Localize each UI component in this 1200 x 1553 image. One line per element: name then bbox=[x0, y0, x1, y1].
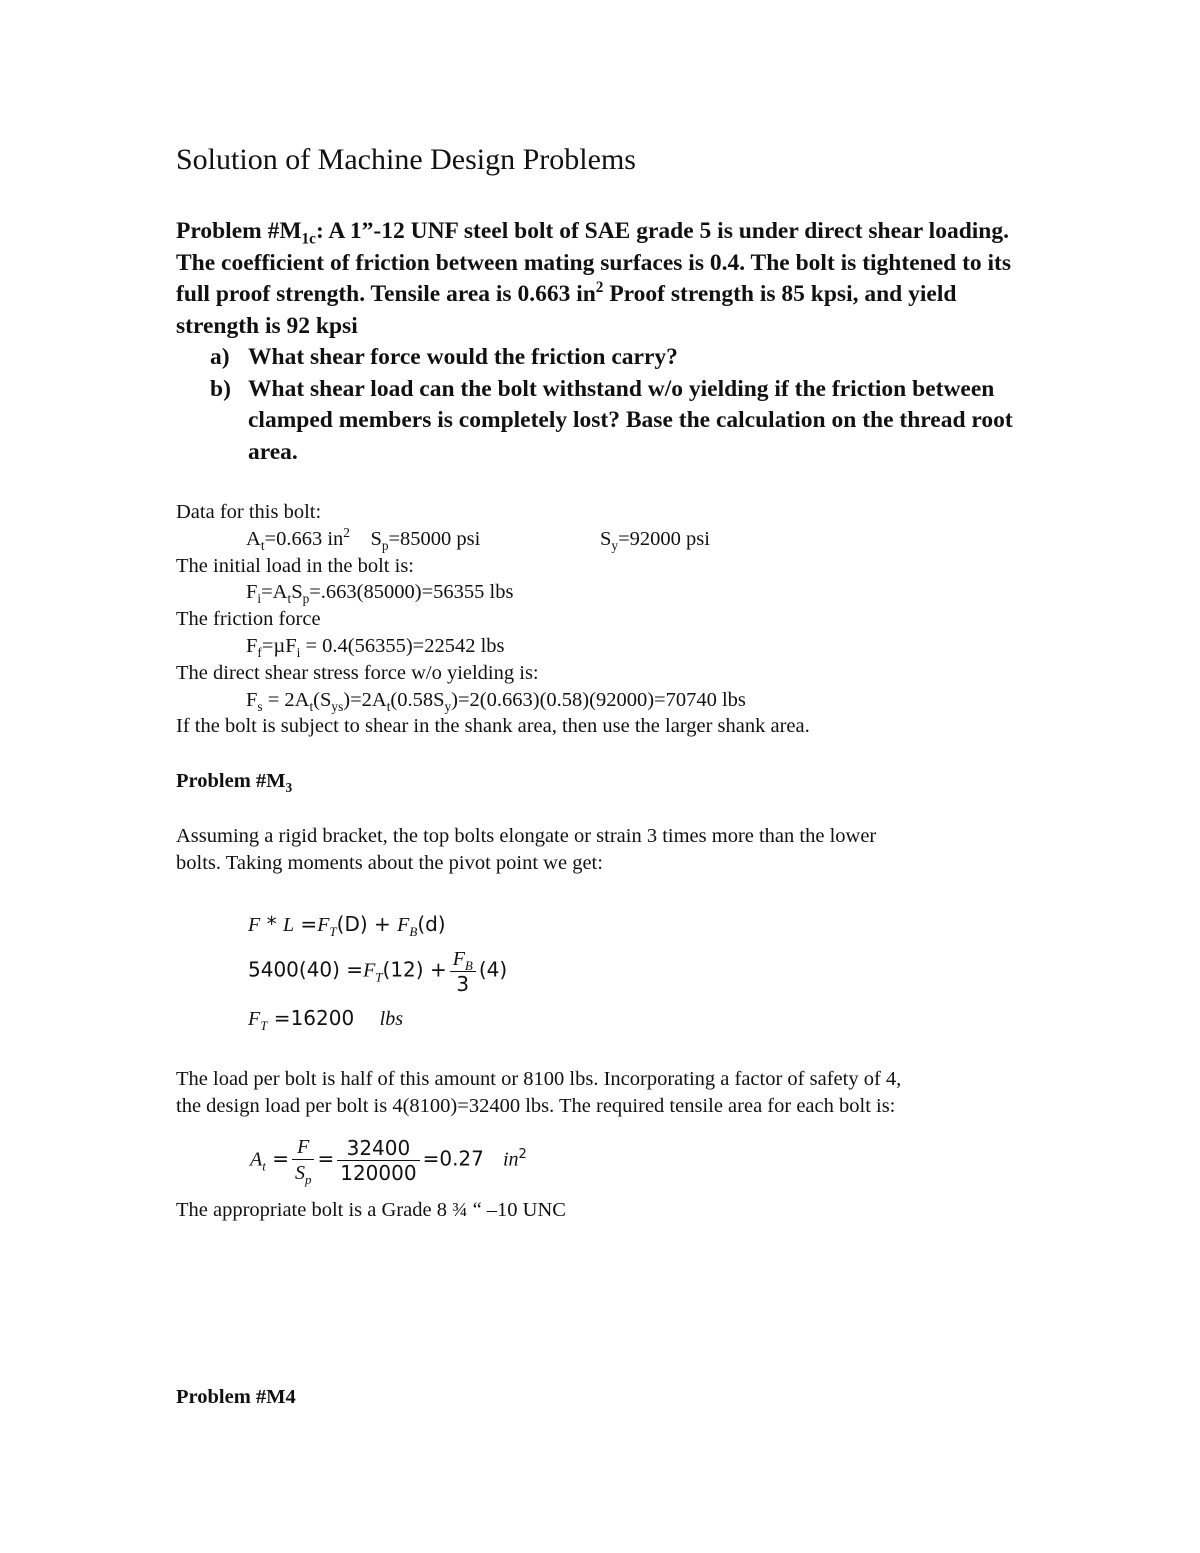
question-list bbox=[176, 342, 1036, 468]
question-item bbox=[176, 342, 1036, 374]
question-item bbox=[176, 374, 1036, 469]
problem-m4-heading: Problem #M4 bbox=[176, 1386, 296, 1408]
problem-m1c-statement bbox=[176, 216, 1036, 468]
friction-force-heading: The friction force bbox=[176, 608, 321, 631]
question-text: What shear force would the friction carry? bbox=[248, 344, 678, 370]
fraction: $\frac{F_B}{3}$ bbox=[450, 947, 476, 995]
fraction: $\frac{32400}{120000}$ bbox=[337, 1137, 419, 1184]
top-bolt-force-result: $F_T =16200$ lbs bbox=[248, 1006, 403, 1033]
bolt-selection-conclusion: The appropriate bolt is a Grade 8 ¾ “ –10 UNC bbox=[176, 1199, 566, 1221]
data-values-row bbox=[176, 526, 1036, 553]
fraction: $\frac{F}{S_p}$ bbox=[292, 1136, 315, 1184]
intro-line: bolts. Taking moments about the pivot point we get: bbox=[176, 851, 603, 874]
yield-strength-value: $S_y=92000$ psi bbox=[600, 527, 710, 553]
initial-load-equation: $F_i=A_tS_p=.663(85000)=56355$ lbs bbox=[246, 581, 514, 607]
load-line: The load per bolt is half of this amount or 8100 lbs. Incorporating a factor of safety of 4, bbox=[176, 1068, 902, 1090]
solution-m1c bbox=[176, 499, 1036, 740]
tensile-area-equation: $A_t$ = $\frac{F}{S_p}$ = $\frac{32400}{120000}$ =0.27 $in^2$ bbox=[250, 1135, 527, 1187]
moment-substitution-equation: $5400(40) =F_T(12)$ + $\frac{F_B}{3}$ (4) bbox=[248, 948, 508, 996]
friction-force-equation: $F_f=\mu F_i = 0.4(56355)=22542$ lbs bbox=[246, 634, 505, 661]
question-text: What shear load can the bolt withstand w/o yielding if the friction between clamped members is completely lost? Base the calculation on the thread root area. bbox=[248, 375, 1013, 465]
question-marker: b) bbox=[210, 375, 231, 402]
problem-m3-intro bbox=[176, 823, 876, 877]
initial-load-heading: The initial load in the bolt is: bbox=[176, 554, 414, 577]
intro-line: Assuming a rigid bracket, the top bolts elongate or strain 3 times more than the lower bbox=[176, 825, 877, 847]
data-heading: Data for this bolt: bbox=[176, 501, 322, 523]
proof-strength-value: $S_p=85000$ psi bbox=[370, 527, 481, 553]
problem-m1c-label: Problem $\#M_{1c}$: bbox=[176, 218, 324, 248]
tensile-area-value: $A_t=0.663$ $in^2$ bbox=[246, 524, 350, 553]
problem-m1c-paragraph: Problem $\#M_{1c}$: A 1”-12 UNF steel bolt of SAE grade 5 is under direct shear loading. The coefficient of friction between mating surfaces is 0.4. The bolt is tightened to its full proof strength. Tensile area is 0.663 $in^2$ Proof strength is 85 kpsi, and yield strength is 92 kpsi bbox=[176, 218, 1012, 339]
problem-m3-heading: Problem $\#M_3$ bbox=[176, 770, 293, 796]
moment-equation: $F * L =F_T(D) + F_B(d)$ bbox=[248, 912, 446, 939]
problem-m3-load-paragraph bbox=[176, 1066, 901, 1120]
load-line: the design load per bolt is 4(8100)=32400 lbs. The required tensile area for each bolt is: bbox=[176, 1094, 896, 1117]
shank-area-note: If the bolt is subject to shear in the shank area, then use the larger shank area. bbox=[176, 715, 810, 738]
shear-force-equation: $F_s = 2A_t(S_{ys})=2A_t(0.58S_y)=2(0.663)(0.58)(92000)=70740$ lbs bbox=[246, 688, 746, 714]
page-title: Solution of Machine Design Problems bbox=[176, 143, 636, 176]
question-marker: a) bbox=[210, 344, 230, 370]
shear-force-heading: The direct shear stress force w/o yielding is: bbox=[176, 661, 539, 684]
